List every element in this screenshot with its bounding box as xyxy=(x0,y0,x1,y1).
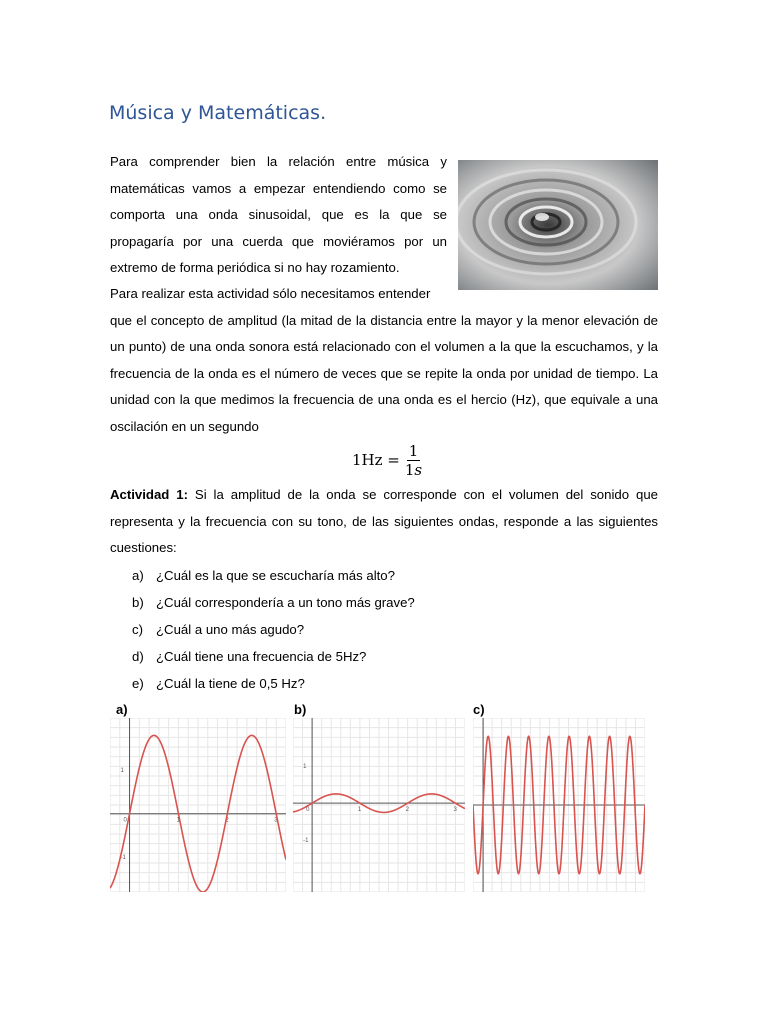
y-tick-label: -1 xyxy=(120,855,126,862)
chart-a xyxy=(110,718,286,892)
document-title: Música y Matemáticas. xyxy=(109,102,327,124)
formula-numerator: 1 xyxy=(408,441,419,460)
list-item xyxy=(132,589,415,616)
chart-c xyxy=(473,718,649,892)
question-text: ¿Cuál la tiene de 0,5 Hz? xyxy=(156,676,305,691)
list-item xyxy=(132,616,415,643)
y-tick-label: 1 xyxy=(120,768,124,775)
x-tick-label: 3 xyxy=(274,817,278,824)
question-text: ¿Cuál correspondería a un tono más grave? xyxy=(156,595,415,610)
list-item xyxy=(132,670,415,697)
x-tick-label: 0 xyxy=(123,817,127,824)
formula-den-number: 1 xyxy=(404,460,415,479)
body-rest: que el concepto de amplitud (la mitad de la distancia entre la mayor y la menor elevación de un punto) de una onda sonora está relacionado con el volumen a la que la escuchamos, y la frecuencia de la onda es el número de veces que se repite la onda por unidad de tiempo. La unidad con la que medimos la frecuencia de una onda es el hercio (Hz), que equivale a una oscilación en un segundo xyxy=(110,312,658,434)
chart-b-svg xyxy=(293,718,465,892)
hertz-formula xyxy=(352,440,422,480)
chart-b xyxy=(293,718,469,892)
question-letter: a) xyxy=(132,568,144,583)
x-tick-label: 3 xyxy=(453,807,457,814)
x-tick-label: 2 xyxy=(405,807,410,814)
formula-lhs: 1Hz = xyxy=(352,451,400,469)
y-tick-label: 1 xyxy=(303,764,307,771)
question-letter: b) xyxy=(132,595,144,610)
chart-c-label: c) xyxy=(473,702,485,717)
x-tick-label: 2 xyxy=(225,817,229,824)
x-tick-label: 1 xyxy=(357,807,362,814)
chart-b-label: b) xyxy=(294,702,307,717)
list-item xyxy=(132,562,415,589)
chart-a-svg xyxy=(110,718,286,892)
question-text: ¿Cuál es la que se escucharía más alto? xyxy=(156,568,395,583)
list-item xyxy=(132,643,415,670)
body-first-line: Para realizar esta actividad sólo necesitamos entender xyxy=(110,286,431,301)
chart-c-svg xyxy=(473,718,645,892)
y-tick-label: -1 xyxy=(303,838,309,845)
question-letter: c) xyxy=(132,622,143,637)
formula-denominator xyxy=(405,461,422,479)
water-ripple-photo xyxy=(458,160,658,290)
question-letter: e) xyxy=(132,676,144,691)
activity-paragraph xyxy=(110,482,658,562)
intro-paragraph: Para comprender bien la relación entre música y matemáticas vamos a empezar entendiendo como se comporta una onda sinusoidal, que es la que se propagaría por una cuerda que moviéramos por un extremo de forma periódica si no hay rozamiento. xyxy=(110,154,447,276)
activity-label: Actividad 1: xyxy=(110,487,188,502)
formula-den-variable: s xyxy=(414,460,423,479)
body-paragraph xyxy=(110,281,658,441)
question-list xyxy=(132,562,415,697)
x-tick-label: 0 xyxy=(306,807,310,814)
chart-a-label: a) xyxy=(116,702,128,717)
question-text: ¿Cuál tiene una frecuencia de 5Hz? xyxy=(156,649,367,664)
question-letter: d) xyxy=(132,649,144,664)
formula-fraction xyxy=(405,442,422,479)
activity-text: Si la amplitud de la onda se corresponde con el volumen del sonido que representa y la frecuencia con su tono, de las siguientes ondas, responde a las siguientes cuestiones: xyxy=(110,487,658,556)
x-tick-label: 1 xyxy=(176,817,180,824)
question-text: ¿Cuál a uno más agudo? xyxy=(156,622,305,637)
